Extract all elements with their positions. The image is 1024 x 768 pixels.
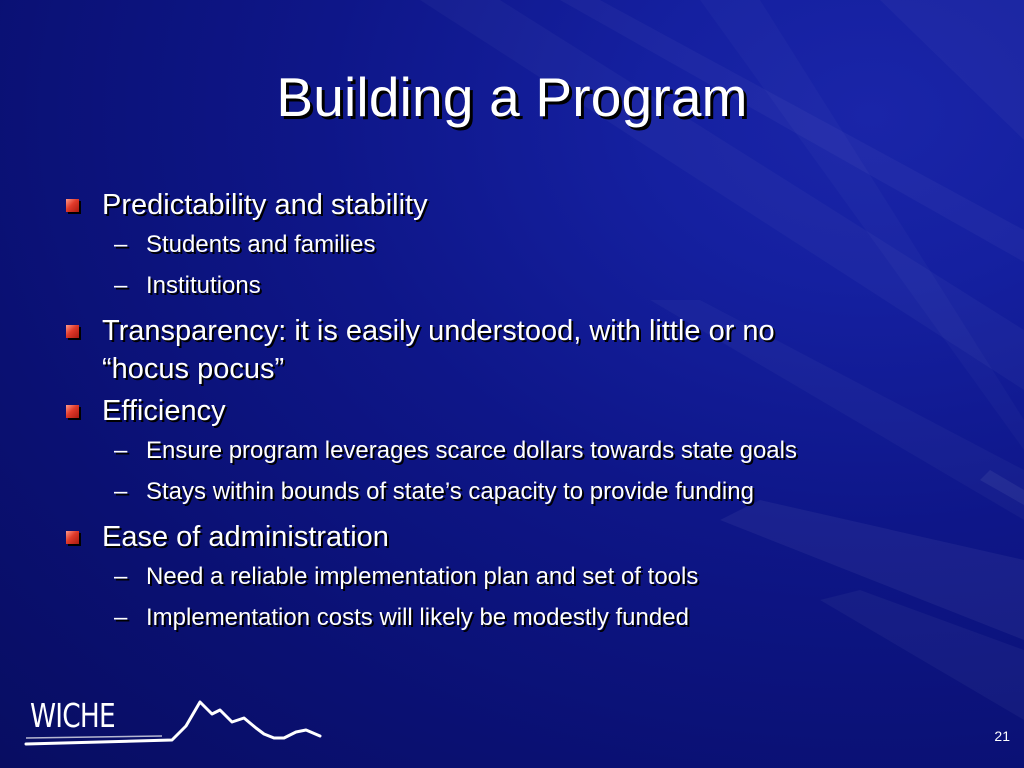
bullet-text: Efficiency: [102, 395, 226, 427]
sub-bullet-item: [58, 475, 958, 508]
sub-bullet-text: Institutions: [146, 272, 261, 299]
sub-bullet-item: [58, 269, 958, 302]
dash-icon: –: [114, 231, 128, 258]
sub-bullet-item: [58, 434, 958, 467]
square-bullet-icon: [66, 199, 79, 212]
dash-icon: –: [114, 604, 128, 631]
square-bullet-icon: [66, 531, 79, 544]
bullet-item: [58, 518, 958, 556]
dash-icon: –: [114, 563, 128, 590]
page-number: 21: [994, 728, 1010, 744]
bullet-item: [58, 312, 958, 388]
logo-text: WICHE: [30, 696, 115, 735]
bullet-text: Predictability and stability: [102, 189, 428, 221]
square-bullet-icon: [66, 405, 79, 418]
wiche-logo: [22, 688, 327, 750]
sub-bullet-text: Stays within bounds of state’s capacity to provide funding: [146, 478, 754, 505]
dash-icon: –: [114, 272, 128, 299]
sub-bullet-item: [58, 228, 958, 261]
sub-bullet-text: Implementation costs will likely be modestly funded: [146, 604, 689, 631]
bullet-item: [58, 392, 958, 430]
dash-icon: –: [114, 437, 128, 464]
sub-bullet-item: [58, 560, 958, 593]
bullet-list: [58, 186, 958, 642]
square-bullet-icon: [66, 325, 79, 338]
bullet-text-line1: Transparency: it is easily understood, with little or no: [102, 315, 775, 347]
bullet-text: Ease of administration: [102, 521, 389, 553]
sub-bullet-text: Students and families: [146, 231, 376, 258]
slide-title: Building a Program: [276, 66, 748, 128]
bullet-text-line2: “hocus pocus”: [102, 353, 285, 385]
sub-bullet-item: [58, 601, 958, 634]
sub-bullet-text: Ensure program leverages scarce dollars towards state goals: [146, 437, 797, 464]
mountain-line-icon: [22, 688, 327, 750]
dash-icon: –: [114, 478, 128, 505]
sub-bullet-text: Need a reliable implementation plan and set of tools: [146, 563, 699, 590]
bullet-item: [58, 186, 958, 224]
